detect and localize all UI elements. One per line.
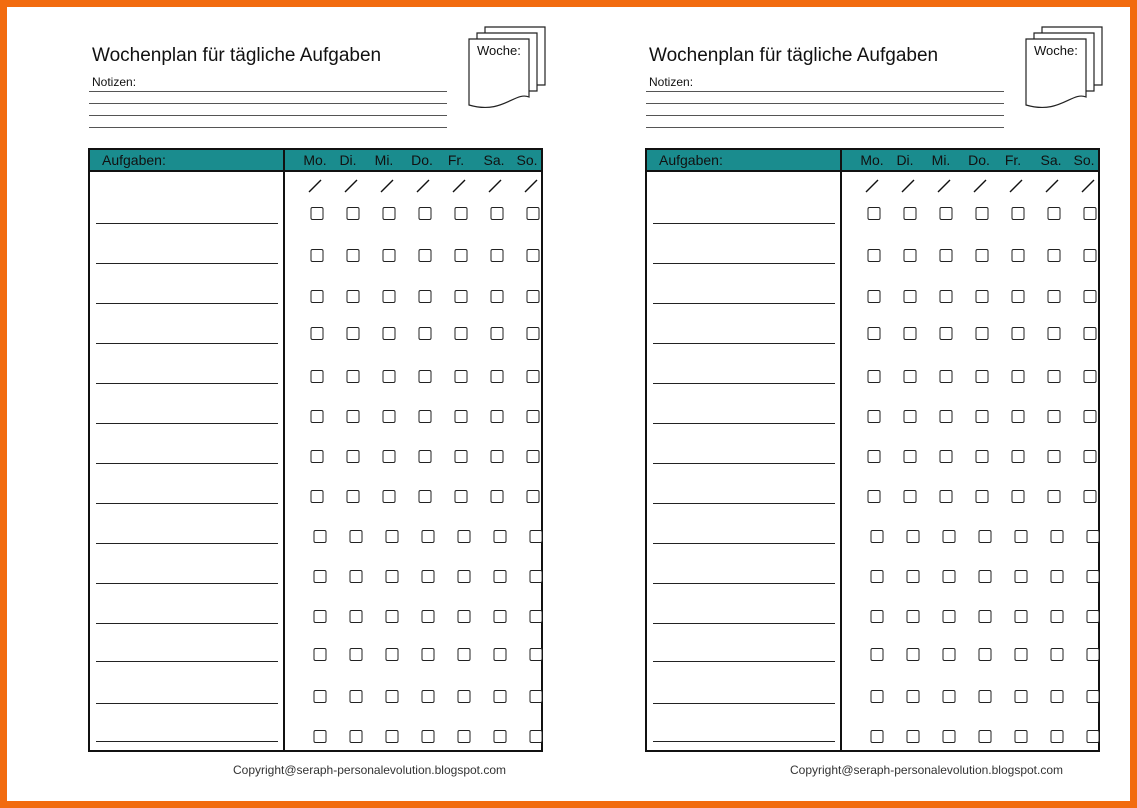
checkbox-sa[interactable] [1051, 610, 1064, 623]
checkbox-fr[interactable] [458, 730, 471, 743]
checkbox-mo[interactable] [871, 570, 884, 583]
checkbox-di[interactable] [350, 690, 363, 703]
checkbox-do[interactable] [979, 570, 992, 583]
day-label-sa: Sa. [483, 152, 505, 168]
page-stack-icon [467, 25, 547, 109]
checkbox-do[interactable] [976, 370, 989, 383]
checkbox-mo[interactable] [311, 207, 324, 220]
checkbox-sa[interactable] [1051, 730, 1064, 743]
checkbox-sa[interactable] [1051, 530, 1064, 543]
day-label-so: So. [1073, 152, 1095, 168]
task-write-line[interactable] [653, 223, 835, 224]
checkbox-sa[interactable] [1048, 327, 1061, 340]
checkbox-do[interactable] [419, 370, 432, 383]
checkbox-do[interactable] [976, 207, 989, 220]
task-write-line[interactable] [653, 503, 835, 504]
day-label-do: Do. [411, 152, 433, 168]
checkbox-di[interactable] [347, 207, 360, 220]
checkbox-so[interactable] [1087, 648, 1100, 661]
checkbox-fr[interactable] [1015, 530, 1028, 543]
checkbox-mo[interactable] [868, 410, 881, 423]
checkbox-so[interactable] [527, 327, 540, 340]
checkbox-mo[interactable] [868, 290, 881, 303]
checkbox-sa[interactable] [491, 290, 504, 303]
checkbox-mo[interactable] [311, 410, 324, 423]
checkbox-di[interactable] [350, 570, 363, 583]
day-label-do: Do. [968, 152, 990, 168]
checkbox-mi[interactable] [386, 530, 399, 543]
checkbox-fr[interactable] [458, 610, 471, 623]
checkbox-sa[interactable] [494, 648, 507, 661]
week-label: Woche: [477, 43, 521, 58]
checkbox-do[interactable] [976, 410, 989, 423]
notes-line [89, 127, 447, 128]
checkbox-do[interactable] [422, 690, 435, 703]
date-slash-mo [307, 178, 323, 194]
checkbox-di[interactable] [904, 249, 917, 262]
checkbox-mi[interactable] [943, 730, 956, 743]
task-write-line[interactable] [96, 583, 278, 584]
checkbox-sa[interactable] [494, 530, 507, 543]
checkbox-sa[interactable] [1051, 570, 1064, 583]
day-label-mo: Mo. [860, 152, 884, 168]
page-stack-icon [1024, 25, 1104, 109]
task-write-line[interactable] [96, 623, 278, 624]
weekly-planner-right [564, 7, 1124, 801]
day-label-so: So. [516, 152, 538, 168]
weekly-planner-left [7, 7, 567, 801]
checkbox-fr[interactable] [1012, 450, 1025, 463]
checkbox-mo[interactable] [311, 249, 324, 262]
checkbox-fr[interactable] [1012, 290, 1025, 303]
task-write-line[interactable] [653, 383, 835, 384]
checkbox-mo[interactable] [314, 730, 327, 743]
checkbox-mo[interactable] [314, 610, 327, 623]
task-write-line[interactable] [653, 423, 835, 424]
checkbox-do[interactable] [976, 327, 989, 340]
checkbox-so[interactable] [1087, 610, 1100, 623]
checkbox-sa[interactable] [1051, 648, 1064, 661]
tasks-header-label: Aufgaben: [659, 152, 723, 168]
planner-title: Wochenplan für tägliche Aufgaben [92, 45, 382, 66]
checkbox-mo[interactable] [311, 490, 324, 503]
checkbox-mi[interactable] [943, 570, 956, 583]
checkbox-mi[interactable] [940, 207, 953, 220]
checkbox-fr[interactable] [455, 249, 468, 262]
table-header [90, 150, 541, 172]
notes-label: Notizen: [92, 75, 137, 89]
checkbox-sa[interactable] [491, 370, 504, 383]
checkbox-do[interactable] [422, 648, 435, 661]
task-write-line[interactable] [96, 503, 278, 504]
checkbox-fr[interactable] [1012, 490, 1025, 503]
checkbox-mi[interactable] [383, 370, 396, 383]
task-write-line[interactable] [96, 303, 278, 304]
checkbox-di[interactable] [350, 648, 363, 661]
task-write-line[interactable] [96, 223, 278, 224]
checkbox-mo[interactable] [314, 530, 327, 543]
checkbox-di[interactable] [904, 327, 917, 340]
checkbox-mo[interactable] [314, 648, 327, 661]
date-slash-so [523, 178, 539, 194]
checkbox-sa[interactable] [1048, 450, 1061, 463]
checkbox-di[interactable] [350, 530, 363, 543]
date-slash-sa [1044, 178, 1060, 194]
checkbox-mo[interactable] [314, 690, 327, 703]
column-divider [283, 150, 285, 750]
checkbox-so[interactable] [1084, 370, 1097, 383]
checkbox-mi[interactable] [386, 730, 399, 743]
checkbox-di[interactable] [904, 410, 917, 423]
checkbox-mo[interactable] [868, 450, 881, 463]
checkbox-mo[interactable] [868, 327, 881, 340]
task-write-line[interactable] [96, 703, 278, 704]
checkbox-di[interactable] [347, 490, 360, 503]
checkbox-so[interactable] [527, 207, 540, 220]
date-slash-di [343, 178, 359, 194]
notes-line [89, 91, 447, 92]
checkbox-do[interactable] [976, 490, 989, 503]
copyright-text: Copyright@seraph-personalevolution.blogspot.com [790, 763, 1063, 777]
date-slash-do [972, 178, 988, 194]
checkbox-do[interactable] [419, 490, 432, 503]
checkbox-mi[interactable] [943, 648, 956, 661]
checkbox-sa[interactable] [494, 690, 507, 703]
checkbox-so[interactable] [530, 730, 543, 743]
checkbox-so[interactable] [1087, 530, 1100, 543]
checkbox-do[interactable] [422, 570, 435, 583]
checkbox-mi[interactable] [383, 450, 396, 463]
date-slash-mo [864, 178, 880, 194]
checkbox-fr[interactable] [455, 490, 468, 503]
checkbox-fr[interactable] [455, 327, 468, 340]
checkbox-so[interactable] [1084, 290, 1097, 303]
checkbox-di[interactable] [347, 410, 360, 423]
checkbox-sa[interactable] [1048, 249, 1061, 262]
day-label-sa: Sa. [1040, 152, 1062, 168]
checkbox-so[interactable] [527, 490, 540, 503]
checkbox-di[interactable] [347, 370, 360, 383]
checkbox-do[interactable] [979, 730, 992, 743]
checkbox-mi[interactable] [940, 290, 953, 303]
task-write-line[interactable] [96, 263, 278, 264]
notes-line [646, 103, 1004, 104]
checkbox-di[interactable] [350, 730, 363, 743]
checkbox-mo[interactable] [868, 490, 881, 503]
date-slash-mi [379, 178, 395, 194]
checkbox-fr[interactable] [1015, 570, 1028, 583]
task-write-line[interactable] [653, 661, 835, 662]
week-box [1024, 25, 1104, 109]
checkbox-mo[interactable] [311, 370, 324, 383]
checkbox-do[interactable] [976, 249, 989, 262]
checkbox-do[interactable] [419, 249, 432, 262]
checkbox-do[interactable] [419, 327, 432, 340]
checkbox-so[interactable] [1084, 207, 1097, 220]
task-write-line[interactable] [96, 343, 278, 344]
checkbox-mi[interactable] [383, 327, 396, 340]
checkbox-fr[interactable] [455, 370, 468, 383]
task-write-line[interactable] [653, 303, 835, 304]
day-label-di: Di. [339, 152, 357, 168]
checkbox-mo[interactable] [311, 450, 324, 463]
checkbox-mi[interactable] [940, 327, 953, 340]
checkbox-fr[interactable] [458, 570, 471, 583]
checkbox-di[interactable] [904, 290, 917, 303]
checkbox-mi[interactable] [383, 290, 396, 303]
checkbox-so[interactable] [530, 570, 543, 583]
task-write-line[interactable] [653, 463, 835, 464]
checkbox-mo[interactable] [311, 327, 324, 340]
checkbox-do[interactable] [419, 410, 432, 423]
task-write-line[interactable] [653, 741, 835, 742]
checkbox-do[interactable] [979, 648, 992, 661]
table-header [647, 150, 1098, 172]
day-label-mo: Mo. [303, 152, 327, 168]
checkbox-so[interactable] [530, 610, 543, 623]
checkbox-so[interactable] [530, 530, 543, 543]
date-slash-mi [936, 178, 952, 194]
task-write-line[interactable] [96, 543, 278, 544]
checkbox-di[interactable] [904, 207, 917, 220]
checkbox-sa[interactable] [491, 450, 504, 463]
printable-page [7, 7, 1130, 801]
task-write-line[interactable] [96, 463, 278, 464]
task-write-line[interactable] [653, 543, 835, 544]
checkbox-sa[interactable] [1048, 490, 1061, 503]
checkbox-mo[interactable] [871, 730, 884, 743]
checkbox-fr[interactable] [458, 530, 471, 543]
checkbox-do[interactable] [422, 530, 435, 543]
day-label-mi: Mi. [931, 152, 951, 168]
week-label: Woche: [1034, 43, 1078, 58]
checkbox-mo[interactable] [868, 370, 881, 383]
checkbox-mi[interactable] [943, 610, 956, 623]
checkbox-sa[interactable] [491, 410, 504, 423]
day-label-di: Di. [896, 152, 914, 168]
checkbox-do[interactable] [419, 450, 432, 463]
task-table [88, 148, 543, 752]
checkbox-so[interactable] [1084, 249, 1097, 262]
checkbox-mi[interactable] [940, 249, 953, 262]
task-write-line[interactable] [96, 383, 278, 384]
checkbox-mo[interactable] [868, 249, 881, 262]
checkbox-fr[interactable] [1012, 327, 1025, 340]
checkbox-sa[interactable] [1051, 690, 1064, 703]
checkbox-fr[interactable] [1015, 610, 1028, 623]
checkbox-mi[interactable] [386, 690, 399, 703]
notes-line [89, 115, 447, 116]
task-write-line[interactable] [96, 423, 278, 424]
checkbox-mi[interactable] [383, 490, 396, 503]
checkbox-do[interactable] [422, 730, 435, 743]
checkbox-mi[interactable] [386, 570, 399, 583]
checkbox-di[interactable] [907, 530, 920, 543]
checkbox-mi[interactable] [943, 530, 956, 543]
checkbox-di[interactable] [907, 570, 920, 583]
checkbox-mi[interactable] [383, 410, 396, 423]
checkbox-mi[interactable] [940, 410, 953, 423]
checkbox-fr[interactable] [1012, 249, 1025, 262]
date-slash-sa [487, 178, 503, 194]
checkbox-do[interactable] [976, 290, 989, 303]
notes-label: Notizen: [649, 75, 694, 89]
checkbox-do[interactable] [979, 530, 992, 543]
checkbox-di[interactable] [904, 370, 917, 383]
task-write-line[interactable] [653, 583, 835, 584]
checkbox-mi[interactable] [940, 370, 953, 383]
checkbox-do[interactable] [419, 207, 432, 220]
checkbox-mo[interactable] [871, 648, 884, 661]
day-label-mi: Mi. [374, 152, 394, 168]
checkbox-di[interactable] [350, 610, 363, 623]
checkbox-di[interactable] [907, 690, 920, 703]
task-write-line[interactable] [653, 263, 835, 264]
checkbox-di[interactable] [347, 327, 360, 340]
date-slash-fr [451, 178, 467, 194]
checkbox-di[interactable] [907, 610, 920, 623]
checkbox-so[interactable] [527, 249, 540, 262]
task-write-line[interactable] [96, 661, 278, 662]
notes-line [646, 91, 1004, 92]
notes-line [646, 127, 1004, 128]
checkbox-mi[interactable] [386, 610, 399, 623]
checkbox-do[interactable] [422, 610, 435, 623]
checkbox-di[interactable] [904, 490, 917, 503]
checkbox-so[interactable] [1084, 490, 1097, 503]
checkbox-so[interactable] [530, 690, 543, 703]
checkbox-mi[interactable] [383, 249, 396, 262]
checkbox-di[interactable] [907, 648, 920, 661]
tasks-header-label: Aufgaben: [102, 152, 166, 168]
checkbox-fr[interactable] [1015, 730, 1028, 743]
date-slash-di [900, 178, 916, 194]
checkbox-fr[interactable] [1012, 207, 1025, 220]
checkbox-so[interactable] [527, 410, 540, 423]
checkbox-fr[interactable] [455, 290, 468, 303]
checkbox-so[interactable] [1084, 450, 1097, 463]
checkbox-di[interactable] [347, 450, 360, 463]
week-box [467, 25, 547, 109]
date-slash-do [415, 178, 431, 194]
checkbox-so[interactable] [530, 648, 543, 661]
checkbox-sa[interactable] [491, 327, 504, 340]
checkbox-mo[interactable] [871, 690, 884, 703]
checkbox-di[interactable] [904, 450, 917, 463]
day-label-fr: Fr. [447, 152, 465, 168]
task-write-line[interactable] [653, 623, 835, 624]
checkbox-mi[interactable] [940, 490, 953, 503]
checkbox-mo[interactable] [871, 610, 884, 623]
checkbox-sa[interactable] [494, 570, 507, 583]
checkbox-so[interactable] [1087, 570, 1100, 583]
checkbox-fr[interactable] [1012, 410, 1025, 423]
checkbox-sa[interactable] [491, 207, 504, 220]
checkbox-mo[interactable] [868, 207, 881, 220]
day-label-fr: Fr. [1004, 152, 1022, 168]
task-table [645, 148, 1100, 752]
planner-title: Wochenplan für tägliche Aufgaben [649, 45, 939, 66]
checkbox-fr[interactable] [458, 690, 471, 703]
checkbox-sa[interactable] [491, 249, 504, 262]
checkbox-sa[interactable] [1048, 207, 1061, 220]
checkbox-mi[interactable] [943, 690, 956, 703]
checkbox-di[interactable] [347, 290, 360, 303]
checkbox-fr[interactable] [455, 450, 468, 463]
checkbox-fr[interactable] [1012, 370, 1025, 383]
checkbox-sa[interactable] [494, 610, 507, 623]
checkbox-so[interactable] [527, 450, 540, 463]
checkbox-di[interactable] [347, 249, 360, 262]
checkbox-mi[interactable] [386, 648, 399, 661]
checkbox-mi[interactable] [940, 450, 953, 463]
checkbox-sa[interactable] [494, 730, 507, 743]
checkbox-sa[interactable] [1048, 410, 1061, 423]
checkbox-do[interactable] [979, 690, 992, 703]
checkbox-di[interactable] [907, 730, 920, 743]
checkbox-fr[interactable] [1015, 648, 1028, 661]
task-write-line[interactable] [96, 741, 278, 742]
checkbox-so[interactable] [527, 290, 540, 303]
task-write-line[interactable] [653, 343, 835, 344]
checkbox-fr[interactable] [1015, 690, 1028, 703]
date-slash-fr [1008, 178, 1024, 194]
notes-line [89, 103, 447, 104]
checkbox-mo[interactable] [314, 570, 327, 583]
checkbox-fr[interactable] [458, 648, 471, 661]
copyright-text: Copyright@seraph-personalevolution.blogspot.com [233, 763, 506, 777]
checkbox-sa[interactable] [1048, 370, 1061, 383]
checkbox-mo[interactable] [311, 290, 324, 303]
task-write-line[interactable] [653, 703, 835, 704]
checkbox-do[interactable] [976, 450, 989, 463]
checkbox-sa[interactable] [491, 490, 504, 503]
checkbox-so[interactable] [1084, 327, 1097, 340]
checkbox-so[interactable] [1084, 410, 1097, 423]
checkbox-do[interactable] [419, 290, 432, 303]
notes-line [646, 115, 1004, 116]
checkbox-fr[interactable] [455, 410, 468, 423]
checkbox-mo[interactable] [871, 530, 884, 543]
checkbox-do[interactable] [979, 610, 992, 623]
checkbox-so[interactable] [527, 370, 540, 383]
checkbox-so[interactable] [1087, 690, 1100, 703]
checkbox-sa[interactable] [1048, 290, 1061, 303]
checkbox-so[interactable] [1087, 730, 1100, 743]
date-slash-so [1080, 178, 1096, 194]
column-divider [840, 150, 842, 750]
checkbox-fr[interactable] [455, 207, 468, 220]
checkbox-mi[interactable] [383, 207, 396, 220]
